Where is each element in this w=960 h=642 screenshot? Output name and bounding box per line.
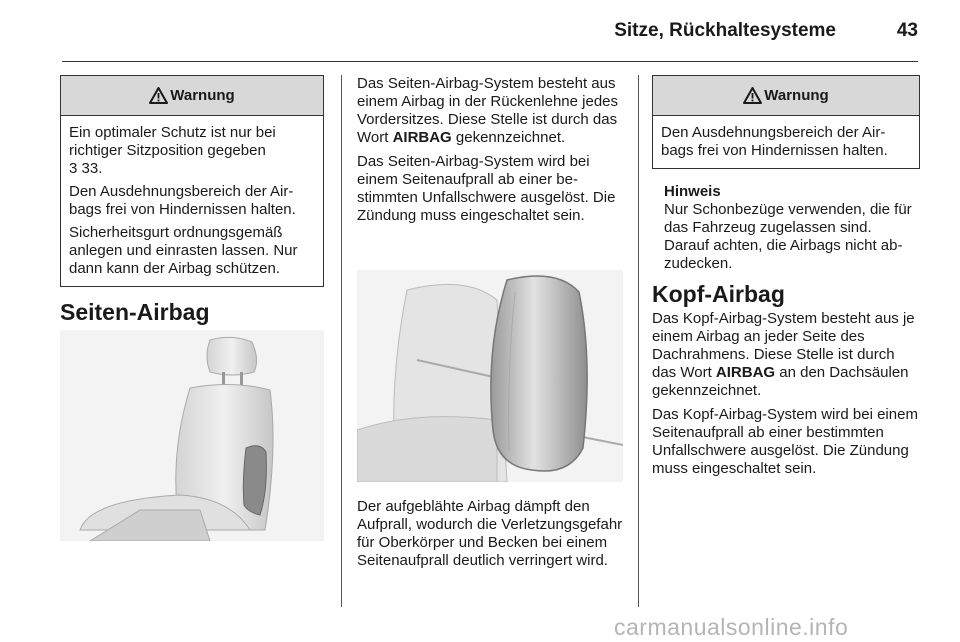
column-2-lower bbox=[357, 498, 623, 576]
kopf-airbag-deployment: Das Kopf-Airbag-System wird bei einem Seitenaufprall ab einer bestimmten Unfallschwere ausgelöst. Die Zündung muss eingeschaltet sein. bbox=[652, 406, 918, 477]
page-header bbox=[62, 0, 918, 62]
warning-triangle-icon bbox=[743, 87, 762, 104]
warning-box bbox=[60, 75, 324, 287]
note-text: Nur Schonbezüge verwenden, die für das Fahrzeug zugelassen sind. Darauf achten, die Airbags nicht abzudecken. bbox=[664, 201, 912, 272]
page-reference: 3 33. bbox=[69, 160, 103, 177]
section-heading-seiten-airbag: Seiten-Airbag bbox=[60, 299, 210, 325]
warning-text-2-1: Den Ausdehnungsbereich der Airbags frei von Hindernissen halten. bbox=[661, 124, 888, 159]
column-divider-1 bbox=[341, 75, 342, 607]
note-title: Hinweis bbox=[664, 183, 721, 200]
warning-box-2 bbox=[652, 75, 920, 169]
watermark: carmanualsonline.info bbox=[614, 614, 849, 640]
warning-text-2: Den Ausdehnungsbereich der Airbags frei von Hindernissen halten. bbox=[69, 183, 296, 218]
seat-illustration bbox=[60, 330, 324, 541]
airbag-effect-text: Der aufgeblähte Airbag dämpft den Aufprall, wodurch die Verletzungsgefahr für Oberkörper und Becken bei einem Seitenaufprall deutlich verringert wird. bbox=[357, 498, 623, 569]
section-heading-kopf-airbag: Kopf-Airbag bbox=[652, 281, 785, 307]
column-3 bbox=[652, 75, 920, 484]
note-block bbox=[652, 183, 920, 273]
seiten-airbag-deployment: Das Seiten-Airbag-System wird bei einem Seitenaufprall ab einer bestimmten Unfallschwere ausgelöst. Die Zündung muss eingeschaltet sein. bbox=[357, 153, 616, 224]
page-number: 43 bbox=[896, 20, 918, 41]
deployed-airbag-illustration bbox=[357, 270, 623, 482]
warning-body-2 bbox=[653, 116, 919, 168]
warning-header bbox=[61, 76, 323, 116]
warning-title-2: Warnung bbox=[764, 87, 829, 104]
warning-text-1: Ein optimaler Schutz ist nur bei richtiger Sitzposition gegeben 3 33. bbox=[69, 124, 276, 177]
column-divider-2 bbox=[638, 75, 639, 607]
warning-triangle-icon bbox=[149, 87, 168, 104]
warning-header-2 bbox=[653, 76, 919, 116]
kopf-airbag-description: Das Kopf-Airbag-System besteht aus je einem Airbag an jeder Seite des Dachrahmens. Diese Stelle ist durch das Wort AIRBAG an den Dachsäulen gekennzeichnet. bbox=[652, 310, 915, 399]
column-2 bbox=[357, 75, 623, 231]
warning-title: Warnung bbox=[170, 87, 235, 104]
warning-text-3: Sicherheitsgurt ordnungsgemäß anlegen und einrasten lassen. Nur dann kann der Airbag schützen. bbox=[69, 224, 298, 277]
column-1 bbox=[60, 75, 324, 326]
seiten-airbag-description: Das Seiten-Airbag-System besteht aus einem Airbag in der Rückenlehne jedes Vordersitzes. Diese Stelle ist durch das Wort AIRBAG gekennzeichnet. bbox=[357, 75, 618, 146]
page-title: Sitze, Rückhaltesysteme bbox=[614, 20, 836, 41]
warning-body bbox=[61, 116, 323, 286]
